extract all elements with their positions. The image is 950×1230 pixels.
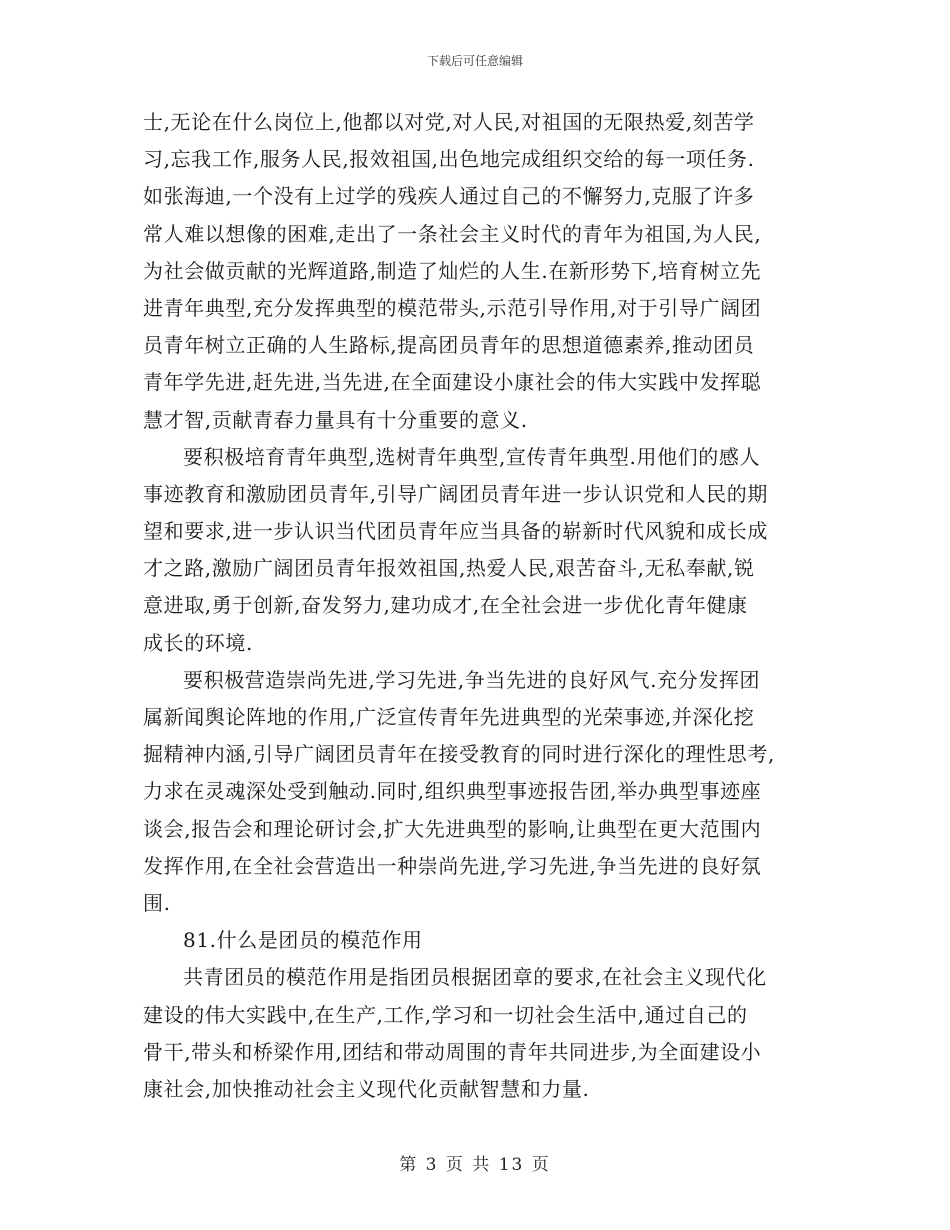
body-line: 围. [143, 890, 171, 915]
body-line: 骨干,带头和桥梁作用,团结和带动周围的青年共同进步,为全面建设小 [143, 1039, 762, 1064]
document-body [143, 104, 813, 1108]
body-line: 属新闻舆论阵地的作用,广泛宣传青年先进典型的光荣事迹,并深化挖 [143, 705, 755, 729]
body-line: 掘精神内涵,引导广阔团员青年在接受教育的同时进行深化的理性思考, [143, 742, 775, 767]
body-line: 士,无论在什么岗位上,他都以对党,对人民,对祖国的无限热爱,刻苦学 [143, 110, 755, 134]
body-line: 发挥作用,在全社会营造出一种崇尚先进,学习先进,争当先进的良好氛 [143, 853, 762, 878]
body-line: 谈会,报告会和理论研讨会,扩大先进典型的影响,让典型在更大范围内 [143, 816, 762, 841]
body-line: 才之路,激励广阔团员青年报效祖国,热爱人民,艰苦奋斗,无私奉献,锐 [143, 556, 755, 581]
section-heading: 81.什么是团员的模范作用 [183, 928, 423, 953]
body-line: 望和要求,进一步认识当代团员青年应当具备的崭新时代风貌和成长成 [143, 519, 768, 544]
paragraph-start-line: 要积极培育青年典型,选树青年典型,宣传青年典型.用他们的感人 [183, 444, 761, 469]
header-note: 下载后可任意编辑 [426, 54, 523, 68]
body-line: 建设的伟大实践中,在生产,工作,学习和一切社会生活中,通过自己的 [143, 1002, 748, 1027]
body-line: 习,忘我工作,服务人民,报效祖国,出色地完成组织交给的每一项任务. [143, 147, 755, 172]
body-line: 慧才智,贡献青春力量具有十分重要的意义. [143, 407, 528, 432]
page-number-footer: 第 3 页 共 13 页 [399, 1155, 551, 1175]
body-line: 成长的环境. [143, 630, 253, 655]
body-line: 事迹教育和激励团员青年,引导广阔团员青年进一步认识党和人民的期 [143, 481, 768, 506]
body-line: 力求在灵魂深处受到触动.同时,组织典型事迹报告团,举办典型事迹座 [143, 779, 762, 804]
body-line: 青年学先进,赶先进,当先进,在全面建设小康社会的伟大实践中发挥聪 [143, 370, 762, 395]
body-line: 意进取,勇于创新,奋发努力,建功成才,在全社会进一步优化青年健康 [143, 593, 748, 618]
body-line: 康社会,加快推动社会主义现代化贡献智慧和力量. [143, 1076, 590, 1101]
body-line: 常人难以想像的困难,走出了一条社会主义时代的青年为祖国,为人民, [143, 221, 762, 246]
body-line: 进青年典型,充分发挥典型的模范带头,示范引导作用,对于引导广阔团 [143, 295, 762, 320]
body-line: 员青年树立正确的人生路标,提高团员青年的思想道德素养,推动团员 [143, 333, 755, 358]
body-line: 如张海迪,一个没有上过学的残疾人通过自己的不懈努力,克服了许多 [143, 184, 755, 209]
paragraph-start-line: 共青团员的模范作用是指团员根据团章的要求,在社会主义现代化 [183, 965, 767, 990]
body-line: 为社会做贡献的光辉道路,制造了灿烂的人生.在新形势下,培育树立先 [143, 258, 762, 283]
paragraph-start-line: 要积极营造崇尚先进,学习先进,争当先进的良好风气.充分发挥团 [183, 667, 761, 692]
